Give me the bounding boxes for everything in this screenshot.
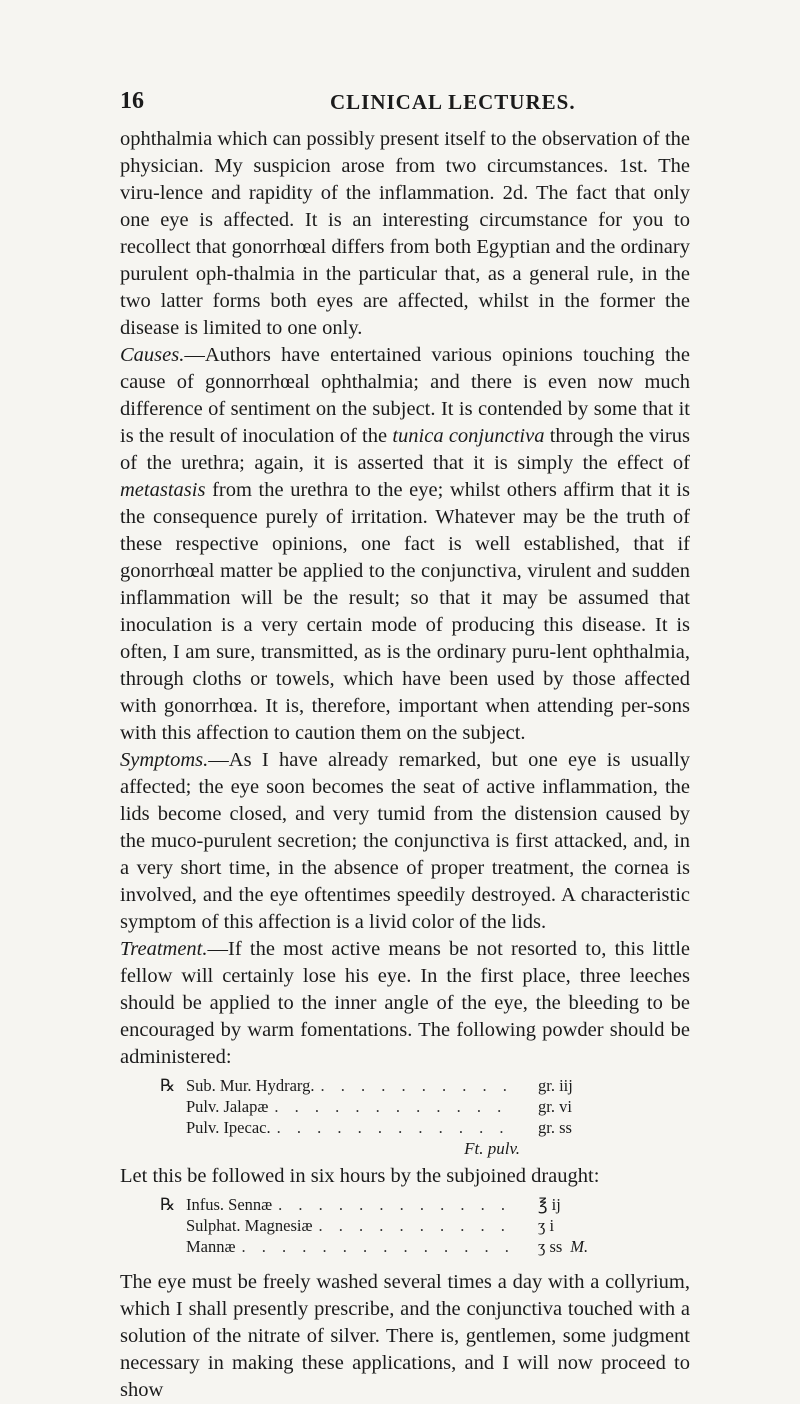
paragraph-symptoms (120, 747, 690, 936)
misce-mark: M. (570, 1237, 589, 1256)
symptoms-text: —As I have already remarked, but one eye is usually affected; the eye soon becomes the seat of active inflammation, the lids become closed, and very tumid from the distension caused by the muco-purulent secretion; the conjunctiva is first attacked, and, in a very short time, in the absence of proper treatment, the cornea is involved, and the eye oftentimes speedily destroyed. A characteristic symptom of this affection is a livid color of the lids. (120, 749, 690, 933)
ingredient-name: Sub. Mur. Hydrarg. (186, 1076, 315, 1095)
ingredient-name: Sulphat. Magnesiæ (186, 1216, 313, 1235)
prescription-line (160, 1075, 630, 1096)
ingredient-dose: gr. vi (538, 1097, 572, 1116)
leader-dots: . . . . . . . . . . . . (278, 1195, 512, 1214)
section-heading-treatment: Treatment. (120, 938, 208, 960)
prescription-line (160, 1096, 630, 1117)
prescription-draught (160, 1194, 630, 1257)
section-heading-causes: Causes. (120, 344, 185, 366)
ingredient-name: Pulv. Jalapæ (186, 1097, 269, 1116)
leader-dots: . . . . . . . . . . (320, 1076, 513, 1095)
page-header (120, 88, 690, 120)
leader-dots: . . . . . . . . . . . . . . (241, 1237, 515, 1256)
prescription-line (160, 1236, 630, 1257)
paragraph-treatment (120, 936, 690, 1071)
leader-dots: . . . . . . . . . . . . (274, 1097, 508, 1116)
body-text (120, 126, 690, 1404)
term-metastasis: metastasis (120, 479, 206, 501)
paragraph-draught-intro: Let this be followed in six hours by the subjoined draught: (120, 1165, 600, 1187)
page-number: 16 (120, 88, 144, 114)
recipe-symbol: ℞ (160, 1195, 176, 1214)
prescription-line (160, 1117, 630, 1138)
ingredient-name: Pulv. Ipecac. (186, 1118, 271, 1137)
prescription-closing: Ft. pulv. (464, 1139, 520, 1158)
ingredient-dose: ℥ ij (538, 1195, 561, 1214)
treatment-text: —If the most active means be not resorted to, this little fellow will certainly lose his eye. In the first place, three leeches should be applied to the inner angle of the eye, the bleeding to be encouraged by warm fomentations. The following powder should be administered: (120, 938, 690, 1068)
ingredient-name: Mannæ (186, 1237, 236, 1256)
section-heading-symptoms: Symptoms. (120, 749, 209, 771)
ingredient-name: Infus. Sennæ (186, 1195, 273, 1214)
paragraph-intro: ophthalmia which can possibly present itself to the observation of the physician. My suspicion arose from two circumstances. 1st. The viru-lence and rapidity of the inflammation. 2d. The fact that only one eye is affected. It is an interesting circumstance for you to recollect that gonorrhœal differs from both Egyptian and the ordinary purulent oph-thalmia in the particular that, as a general rule, in the two latter forms both eyes are affected, whilst in the former the disease is limited to one only. (120, 128, 690, 339)
leader-dots: . . . . . . . . . . . . (276, 1118, 510, 1137)
causes-text-1: —Authors have entertained various opinions touching the cause of gonnorrhœal ophthalmia; and there is even now much difference of sentiment on the subject. It is contended by some that it is the result of inoculation of the (120, 344, 690, 447)
prescription-line (160, 1194, 630, 1215)
ingredient-dose: gr. iij (538, 1076, 573, 1095)
paragraph-causes (120, 342, 690, 747)
causes-text-2: through the virus of the urethra; again, it is asserted that it is simply the effect of (120, 425, 690, 474)
running-title: CLINICAL LECTURES. (330, 90, 576, 114)
prescription-line (160, 1215, 630, 1236)
ingredient-dose (538, 1236, 630, 1257)
leader-dots: . . . . . . . . . . (318, 1216, 511, 1235)
ingredient-dose: gr. ss (538, 1118, 572, 1137)
recipe-symbol: ℞ (160, 1076, 176, 1095)
causes-text-3: from the urethra to the eye; whilst others affirm that it is the consequence purely of irritation. Whatever may be the truth of these respective opinions, one fact is well established, that if gonorrhœal matter be applied to the conjunctiva, virulent and sudden inflammation will be the result; so that it may be assumed that inoculation is a very certain mode of producing this disease. It is often, I am sure, transmitted, as is the ordinary puru-lent ophthalmia, through cloths or towels, which have been used by those affected with gonorrhœa. It is, therefore, important when attending per-sons with this affection to caution them on the subject. (120, 479, 690, 744)
term-tunica-conjunctiva: tunica conjunctiva (392, 425, 545, 447)
dose-value: ʒ ss (538, 1237, 563, 1256)
prescription-powder (160, 1075, 630, 1159)
ingredient-dose: ʒ i (538, 1216, 555, 1235)
paragraph-collyrium: The eye must be freely washed several times a day with a collyrium, which I shall presently prescribe, and the conjunctiva touched with a solution of the nitrate of silver. There is, gentlemen, some judgment necessary in making these applications, and I will now proceed to show (120, 1271, 690, 1401)
